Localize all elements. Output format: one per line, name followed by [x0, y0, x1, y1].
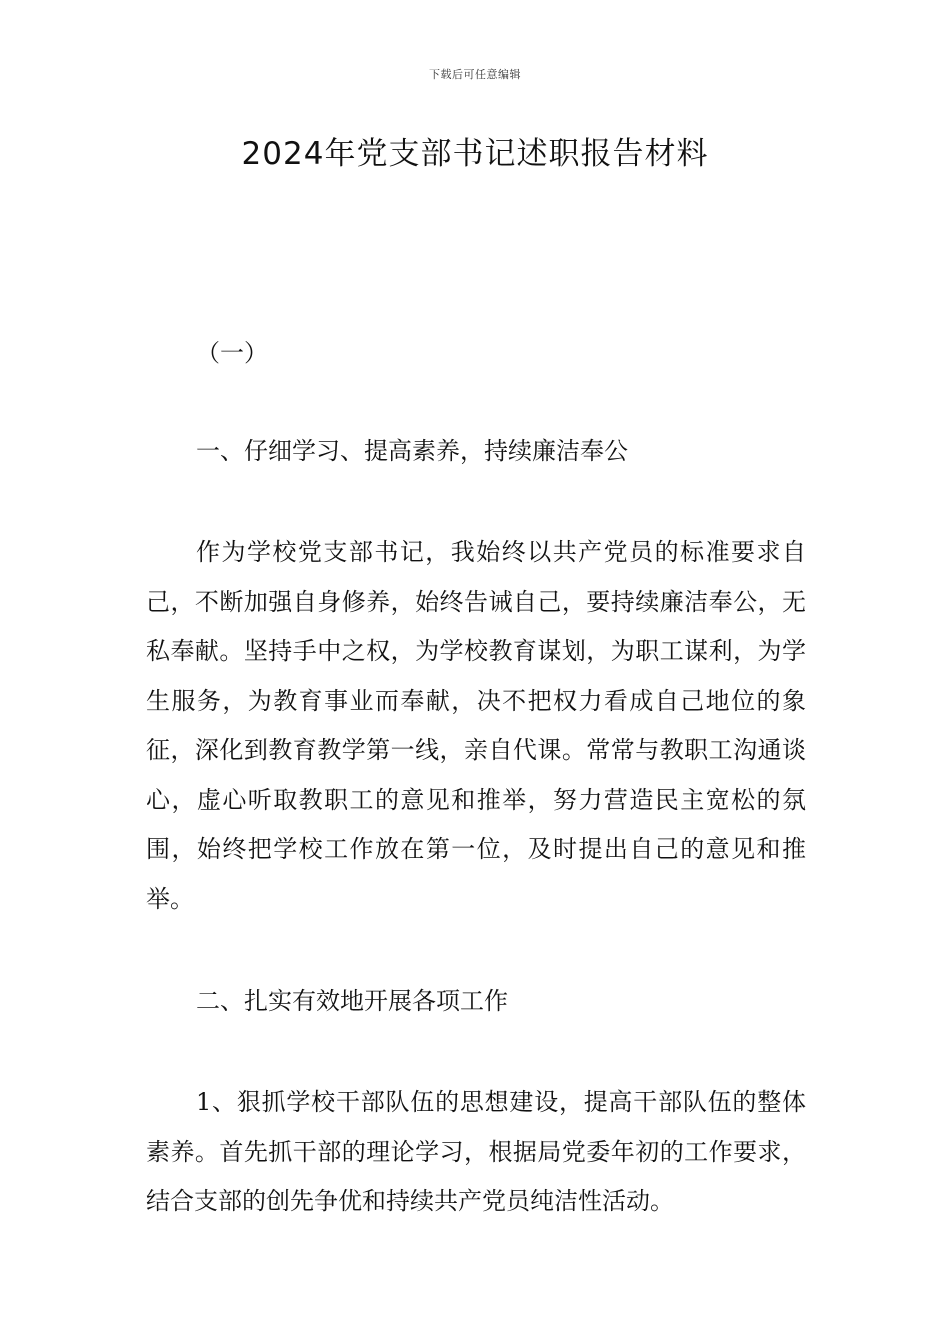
- section-paragraph-1: 作为学校党支部书记，我始终以共产党员的标准要求自己，不断加强自身修养，始终告诫自己，要持续廉洁奉公，无私奉献。坚持手中之权，为学校教育谋划，为职工谋利，为学生服务，为教育事业而奉献，决不把权力看成自己地位的象征，深化到教育教学第一线，亲自代课。常常与教职工沟通谈心，虚心听取教职工的意见和推举，努力营造民主宽松的氛围，始终把学校工作放在第一位，及时提出自己的意见和推举。: [146, 538, 806, 913]
- section-heading-1: 一、仔细学习、提高素养，持续廉洁奉公: [196, 437, 628, 465]
- section-paragraph-2: 1、狠抓学校干部队伍的思想建设，提高干部队伍的整体素养。首先抓干部的理论学习，根据局党委年初的工作要求，结合支部的创先争优和持续共产党员纯洁性活动。: [146, 1088, 806, 1215]
- header-note: 下载后可任意编辑: [429, 68, 521, 81]
- section-heading-2: 二、扎实有效地开展各项工作: [196, 987, 508, 1015]
- section-number: （一）: [196, 339, 268, 367]
- document-title: 2024年党支部书记述职报告材料: [241, 136, 709, 172]
